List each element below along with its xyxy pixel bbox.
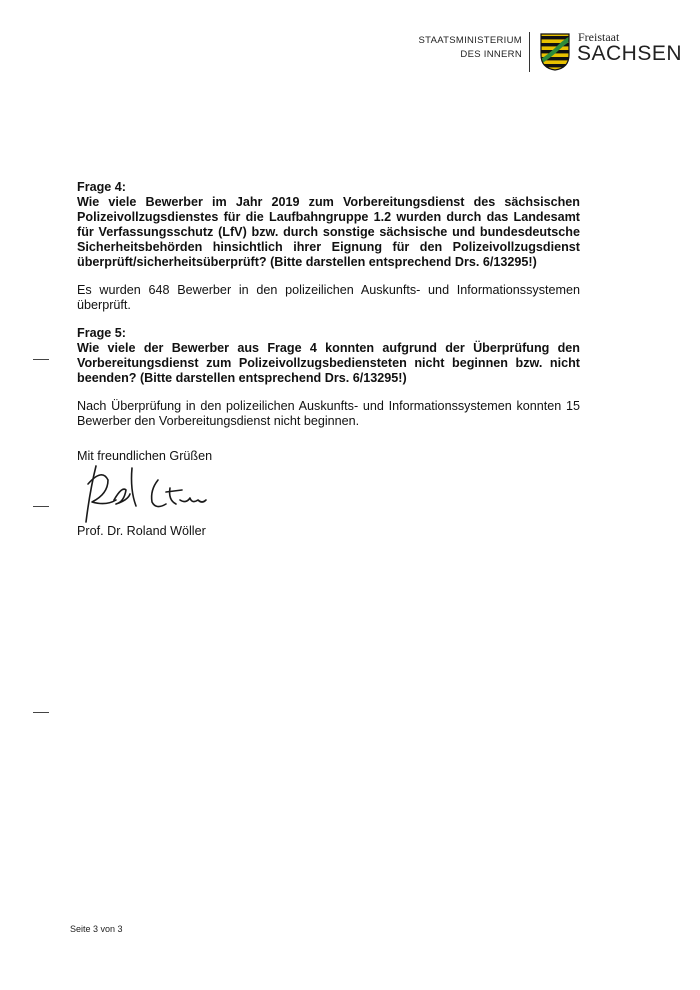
margin-punch-mark	[33, 506, 49, 507]
margin-fold-mark	[33, 712, 49, 713]
page-number: Seite 3 von 3	[70, 924, 123, 934]
handwritten-signature	[66, 460, 226, 526]
question-block-4	[77, 180, 580, 270]
state-word: Freistaat	[578, 30, 620, 44]
question-label: Frage 4:	[77, 180, 126, 194]
question-block-5	[77, 326, 580, 386]
header-divider	[529, 32, 530, 72]
margin-fold-mark	[33, 359, 49, 360]
letter-body	[77, 180, 580, 429]
question-text: Wie viele der Bewerber aus Frage 4 konnten aufgrund der Überprüfung den Vorbereitungsdienst zum Polizeivollzugsbediensteten nicht beginnen bzw. nicht beenden? (Bitte darstellen entsprechend Drs. 6/13295!)	[77, 341, 580, 385]
ministry-line-2: DES INNERN	[460, 49, 522, 60]
state-name: SACHSEN	[577, 42, 683, 65]
answer-text: Nach Überprüfung in den polizeilichen Auskunfts- und Informationssystemen konnten 15 Bewerber den Vorbereitungsdienst nicht beginnen.	[77, 399, 580, 428]
closing-salutation: Mit freundlichen Grüßen	[77, 449, 213, 463]
question-text: Wie viele Bewerber im Jahr 2019 zum Vorbereitungsdienst des sächsischen Polizeivollzugsdienstes für die Laufbahngruppe 1.2 wurden durch das Landesamt für Verfassungsschutz (LfV) bzw. durch sonstige sächsische und bundesdeutsche Sicherheitsbehörden hinsichtlich ihrer Eignung für den Polizeivollzugsdienst überprüft/sicherheitsüberprüft? (Bitte darstellen entsprechend Drs. 6/13295!)	[77, 195, 580, 269]
signatory-name: Prof. Dr. Roland Wöller	[77, 524, 206, 538]
ministry-name	[419, 34, 522, 62]
saxony-coat-of-arms-icon	[540, 33, 570, 71]
question-label: Frage 5:	[77, 326, 126, 340]
answer-text: Es wurden 648 Bewerber in den polizeilichen Auskunfts- und Informationssystemen überprüft.	[77, 283, 580, 312]
ministry-line-1: STAATSMINISTERIUM	[418, 35, 522, 46]
